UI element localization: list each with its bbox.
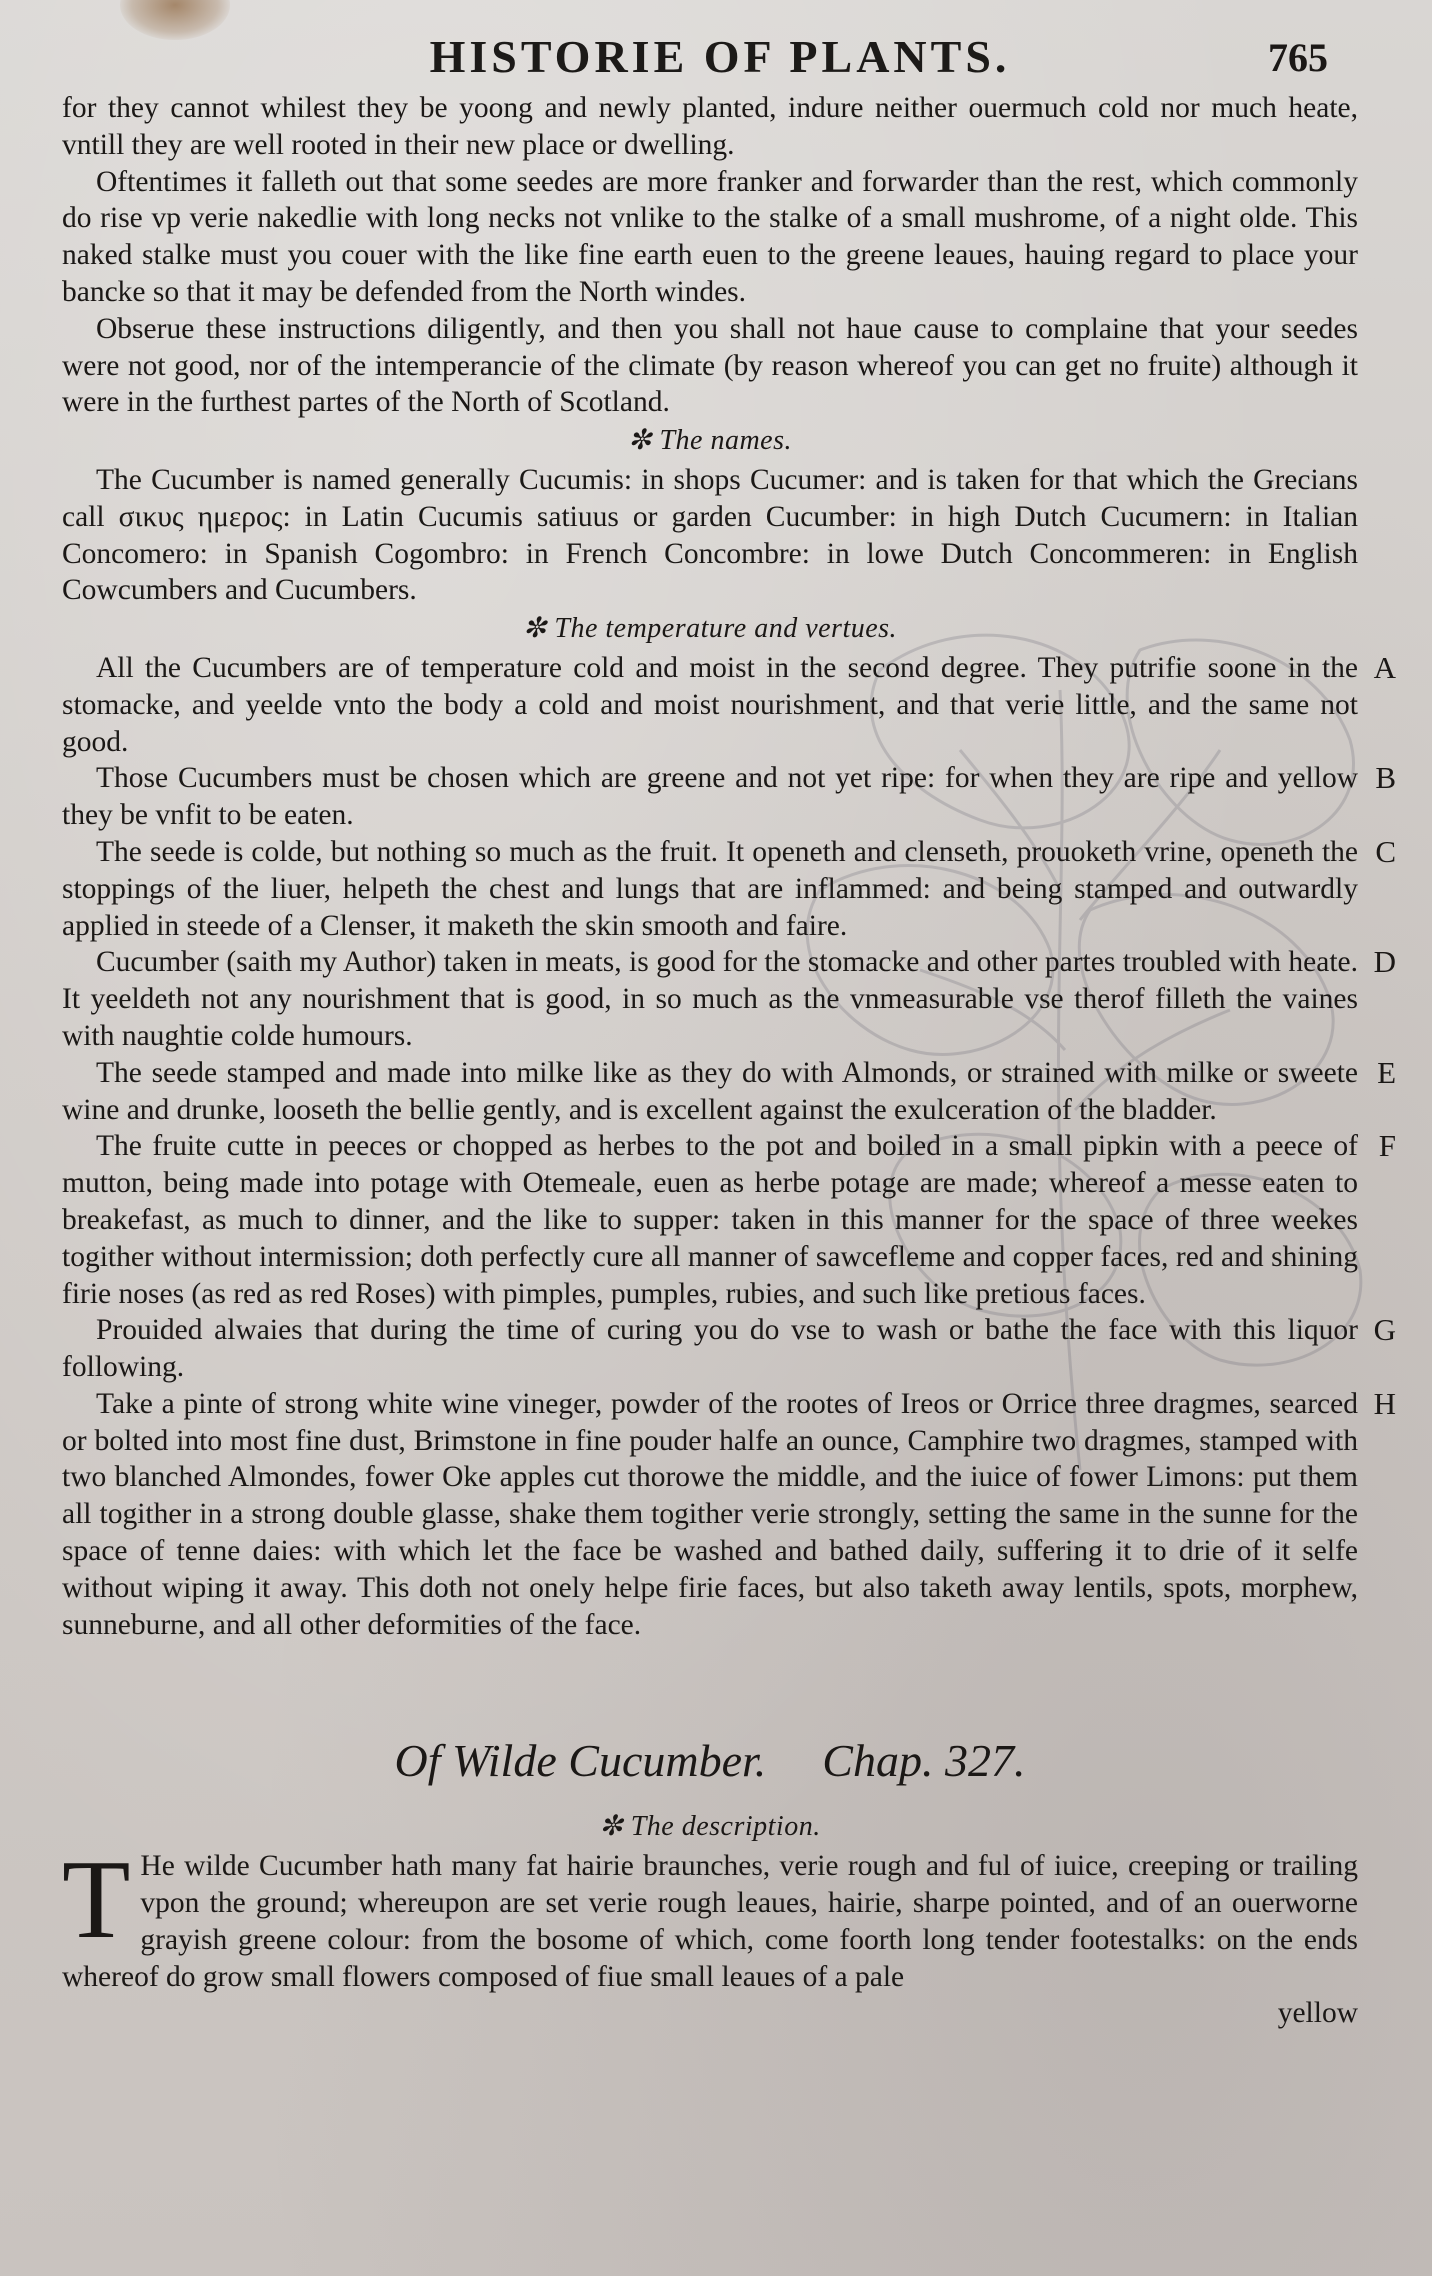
names-paragraph: The Cucumber is named generally Cucumis: in shops Cucumer: and is taken for that which the Grecians call σικυς ημερος: in Latin Cucumis satiuus or garden Cucumber: in high Dutch Cucumern: in Italian Concomero: in Spanish Cogombro: in French Concombre: in lowe Dutch Concommeren: in English Cowcumbers and Cucumbers. bbox=[62, 463, 1358, 607]
virtue-text: Cucumber (saith my Author) taken in meats, is good for the stomacke and other partes troubled with heate. It yeeldeth not any nourishment that is good, in so much as the vnmeasurable vse therof filleth the vaines with naughtie colde humours. bbox=[62, 946, 1358, 1052]
page-body bbox=[62, 90, 1396, 2032]
margin-letter: B bbox=[1375, 760, 1396, 796]
virtue-paragraph bbox=[62, 833, 1396, 944]
virtue-text: Take a pinte of strong white wine vineger, powder of the rootes of Ireos or Orrice three dragmes, searced or bolted into most fine dust, Brimstone in fine pouder halfe an ounce, Camphire two dragmes, stamped with two blanched Almondes, fower Oke apples cut thorowe the middle, and the iuice of fower Limons: put them all togither in a strong double glasse, shake them togither verie strongly, setting the same in the sunne for the space of tenne daies: with which let the face be washed and bathed daily, suffering it to drie of it selfe without wiping it away. This doth not onely helpe firie faces, but also taketh away lentils, spots, morphew, sunneburne, and all other deformities of the face. bbox=[62, 1387, 1358, 1641]
margin-letter: H bbox=[1373, 1385, 1396, 1421]
virtue-text: The fruite cutte in peeces or chopped as herbes to the pot and boiled in a small pipkin with a peece of mutton, being made into potage with Otemeale, euen as herbe potage are made; whereof a messe eaten to breakefast, as much to dinner, and the like to supper: taken in this manner for the space of three weekes togither without intermission; doth perfectly cure all manner of sawcefleme and copper faces, red and shining firie noses (as red as red Roses) with pimples, pumples, rubies, and such like pretious faces. bbox=[62, 1130, 1358, 1310]
virtue-text: The seede stamped and made into milke like as they do with Almonds, or strained with milke or sweete wine and drunke, looseth the bellie gently, and is excellent against the exulceration of the bladder. bbox=[62, 1056, 1358, 1126]
page-number: 765 bbox=[1268, 35, 1328, 80]
virtue-paragraph bbox=[62, 649, 1396, 760]
virtue-text: All the Cucumbers are of temperature cold and moist in the second degree. They putrifie soone in the stomacke, and yeelde vnto the body a cold and moist nourishment, and that verie little, and the same not good. bbox=[62, 651, 1358, 758]
virtue-paragraph bbox=[62, 1054, 1396, 1129]
virtue-text: Those Cucumbers must be chosen which are greene and not yet ripe: for when they are ripe and yellow they be vnfit to be eaten. bbox=[62, 762, 1358, 832]
section-heading-names: ✼ The names. bbox=[627, 425, 792, 457]
paragraph: Oftentimes it falleth out that some seedes are more franker and forwarder than the rest, which commonly do rise vp verie nakedlie with long necks not vnlike to the stalke of a small mushrome, of a night olde. This naked stalke must you couer with the like fine earth euen to the greene leaues, hauing regard to place your bancke so that it may be defended from the North windes. bbox=[62, 165, 1358, 308]
virtue-paragraph bbox=[62, 1128, 1396, 1312]
virtue-paragraph bbox=[62, 944, 1396, 1054]
virtue-text: Prouided alwaies that during the time of curing you do vse to wash or bathe the face with this liquor following. bbox=[62, 1314, 1358, 1384]
section-gap bbox=[62, 1643, 1358, 1731]
virtue-paragraph bbox=[62, 1385, 1396, 1644]
margin-letter: A bbox=[1373, 649, 1396, 685]
page-header bbox=[0, 30, 1432, 90]
margin-letter: C bbox=[1375, 833, 1396, 869]
description-paragraph bbox=[62, 1838, 1358, 1995]
chapter-number: Chap. 327. bbox=[822, 1735, 1026, 1787]
virtue-paragraph bbox=[62, 1312, 1396, 1386]
margin-letter: F bbox=[1378, 1128, 1396, 1164]
section-heading-description: ✼ The description. bbox=[599, 1811, 821, 1843]
running-head: HISTORIE OF PLANTS. bbox=[429, 31, 1011, 82]
chapter-name: Of Wilde Cucumber. bbox=[394, 1735, 767, 1787]
paragraph: Obserue these instructions diligently, and then you shall not haue cause to complaine that your seedes were not good, nor of the intemperancie of the climate (by reason whereof you can get no fruite) although it were in the furthest partes of the North of Scotland. bbox=[62, 312, 1358, 419]
virtue-text: The seede is colde, but nothing so much as the fruit. It openeth and clenseth, prouoketh vrine, openeth the stoppings of the liuer, helpeth the chest and lungs that are inflammed: and being stamped and outwardly applied in steede of a Clenser, it maketh the skin smooth and faire. bbox=[62, 835, 1358, 942]
chapter-title bbox=[62, 1731, 1358, 1791]
section-heading-temperature: ✼ The temperature and vertues. bbox=[522, 613, 898, 645]
description-text: He wilde Cucumber hath many fat hairie braunches, verie rough and ful of iuice, creeping or trailing vpon the ground; whereupon are set verie rough leaues, hairie, sharpe pointed, and of an ouerworne grayish greene colour: from the bosome of which, come foorth long tender footestalks: on the ends whereof do grow small flowers composed of fiue small leaues of a pale bbox=[62, 1850, 1358, 1993]
margin-letter: E bbox=[1377, 1054, 1396, 1090]
virtue-paragraph bbox=[62, 760, 1396, 834]
paragraph: for they cannot whilest they be yoong and newly planted, indure neither ouermuch cold nor much heate, vntill they are well rooted in their new place or dwelling. bbox=[62, 92, 1358, 161]
margin-letter: D bbox=[1373, 944, 1396, 980]
margin-letter: G bbox=[1373, 1312, 1396, 1348]
catchword: yellow bbox=[1277, 1997, 1358, 2030]
drop-cap: T bbox=[62, 1838, 131, 1963]
